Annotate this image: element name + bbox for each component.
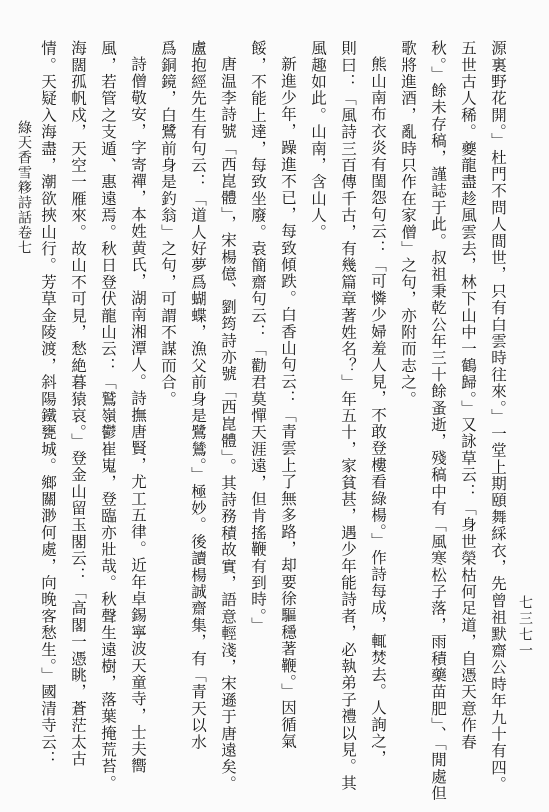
text-column: 秋。」餘未存稿，謹誌于此。叔祖秉乾公年三十餘蚤逝，殘稿中有「風寒松子落，雨積藥苗肥」、「閒處但 bbox=[429, 40, 447, 802]
text-column: 餒，不能上達，每致坐廢。袁簡齋句云：「勸君莫憚天涯遠，但肯搖鞭有到時。」 bbox=[249, 40, 267, 634]
running-header: 綠天香雪簃詩話卷七 bbox=[16, 120, 32, 255]
text-column: 風，若管之支遁、惠遠焉。秋日登伏龍山云：「鷲嶺鬱崔嵬，登臨亦壯哉。秋聲生遠樹，落葉掩荒苔。 bbox=[99, 40, 117, 792]
text-column: 風趣如此。山南，含山人。 bbox=[309, 40, 327, 241]
text-column: 新進少年，躁進不已，每致傾跌。白香山句云：「青雲上了無多路，却要徐驅穩著鞭。」因循氣 bbox=[279, 56, 297, 750]
text-column: 盧抱經先生有句云：「道人好夢爲蝴蝶，漁父前身是鷺鷥。」極妙。後讀楊誠齋集，有「青天以水 bbox=[189, 40, 207, 751]
text-column: 歌將進酒，亂時只作在家僧」之句，亦附而志之。 bbox=[399, 40, 417, 408]
text-column: 詩僧敬安，字寄禪，本姓黄氏，湖南湘潭人。詩撫唐賢，尤工五律。近年卓錫寧波天童寺，士夫嚮 bbox=[129, 56, 147, 775]
text-column: 爲銅鏡，白鷺前身是釣翁」之句，可謂不謀而合。 bbox=[159, 40, 177, 408]
text-column: 海闊孤帆戍，天空一雁來。故山不可見，愁絶暮猿哀。」登金山留玉閣云：「高閣一憑眺，蒼茫太古 bbox=[69, 40, 87, 768]
page-number: 七三七一 bbox=[517, 595, 533, 659]
text-column: 則曰：「風詩三百傳千古，有幾篇章著姓名？」年五十，家貧甚，遇少年能詩者，必執弟子禮以見。其 bbox=[339, 40, 357, 792]
text-column: 五世古人稀。夔龍盡趁風雲去，林下山中一鶴歸。」又詠草云：「身世榮枯何足道，自憑天意作春 bbox=[459, 40, 477, 751]
text-column: 熊山南布衣炎有閨怨句云：「可憐少婦羞人見，不敢登樓看綠楊。」作詩每成，輒焚去。人詢之， bbox=[369, 56, 387, 767]
text-column: 唐温李詩號「西崑體」，宋楊億、劉筠詩亦號「西崑體」。其詩務積故實，語意輕淺，宋遜于唐遠矣。 bbox=[219, 56, 237, 792]
text-column: 情。天疑入海盡，潮欲挾山行。芳草金陵渡，斜陽鐵甕城。鄉關渺何處，向晚客愁生。」國清寺云： bbox=[39, 40, 57, 768]
text-column: 源裏野花開。」杜門不問人間世，只有白雲時往來。」一堂上期頤舞綵衣，先曾祖默齋公時年九十有四。 bbox=[489, 40, 507, 793]
body-text bbox=[36, 40, 509, 802]
